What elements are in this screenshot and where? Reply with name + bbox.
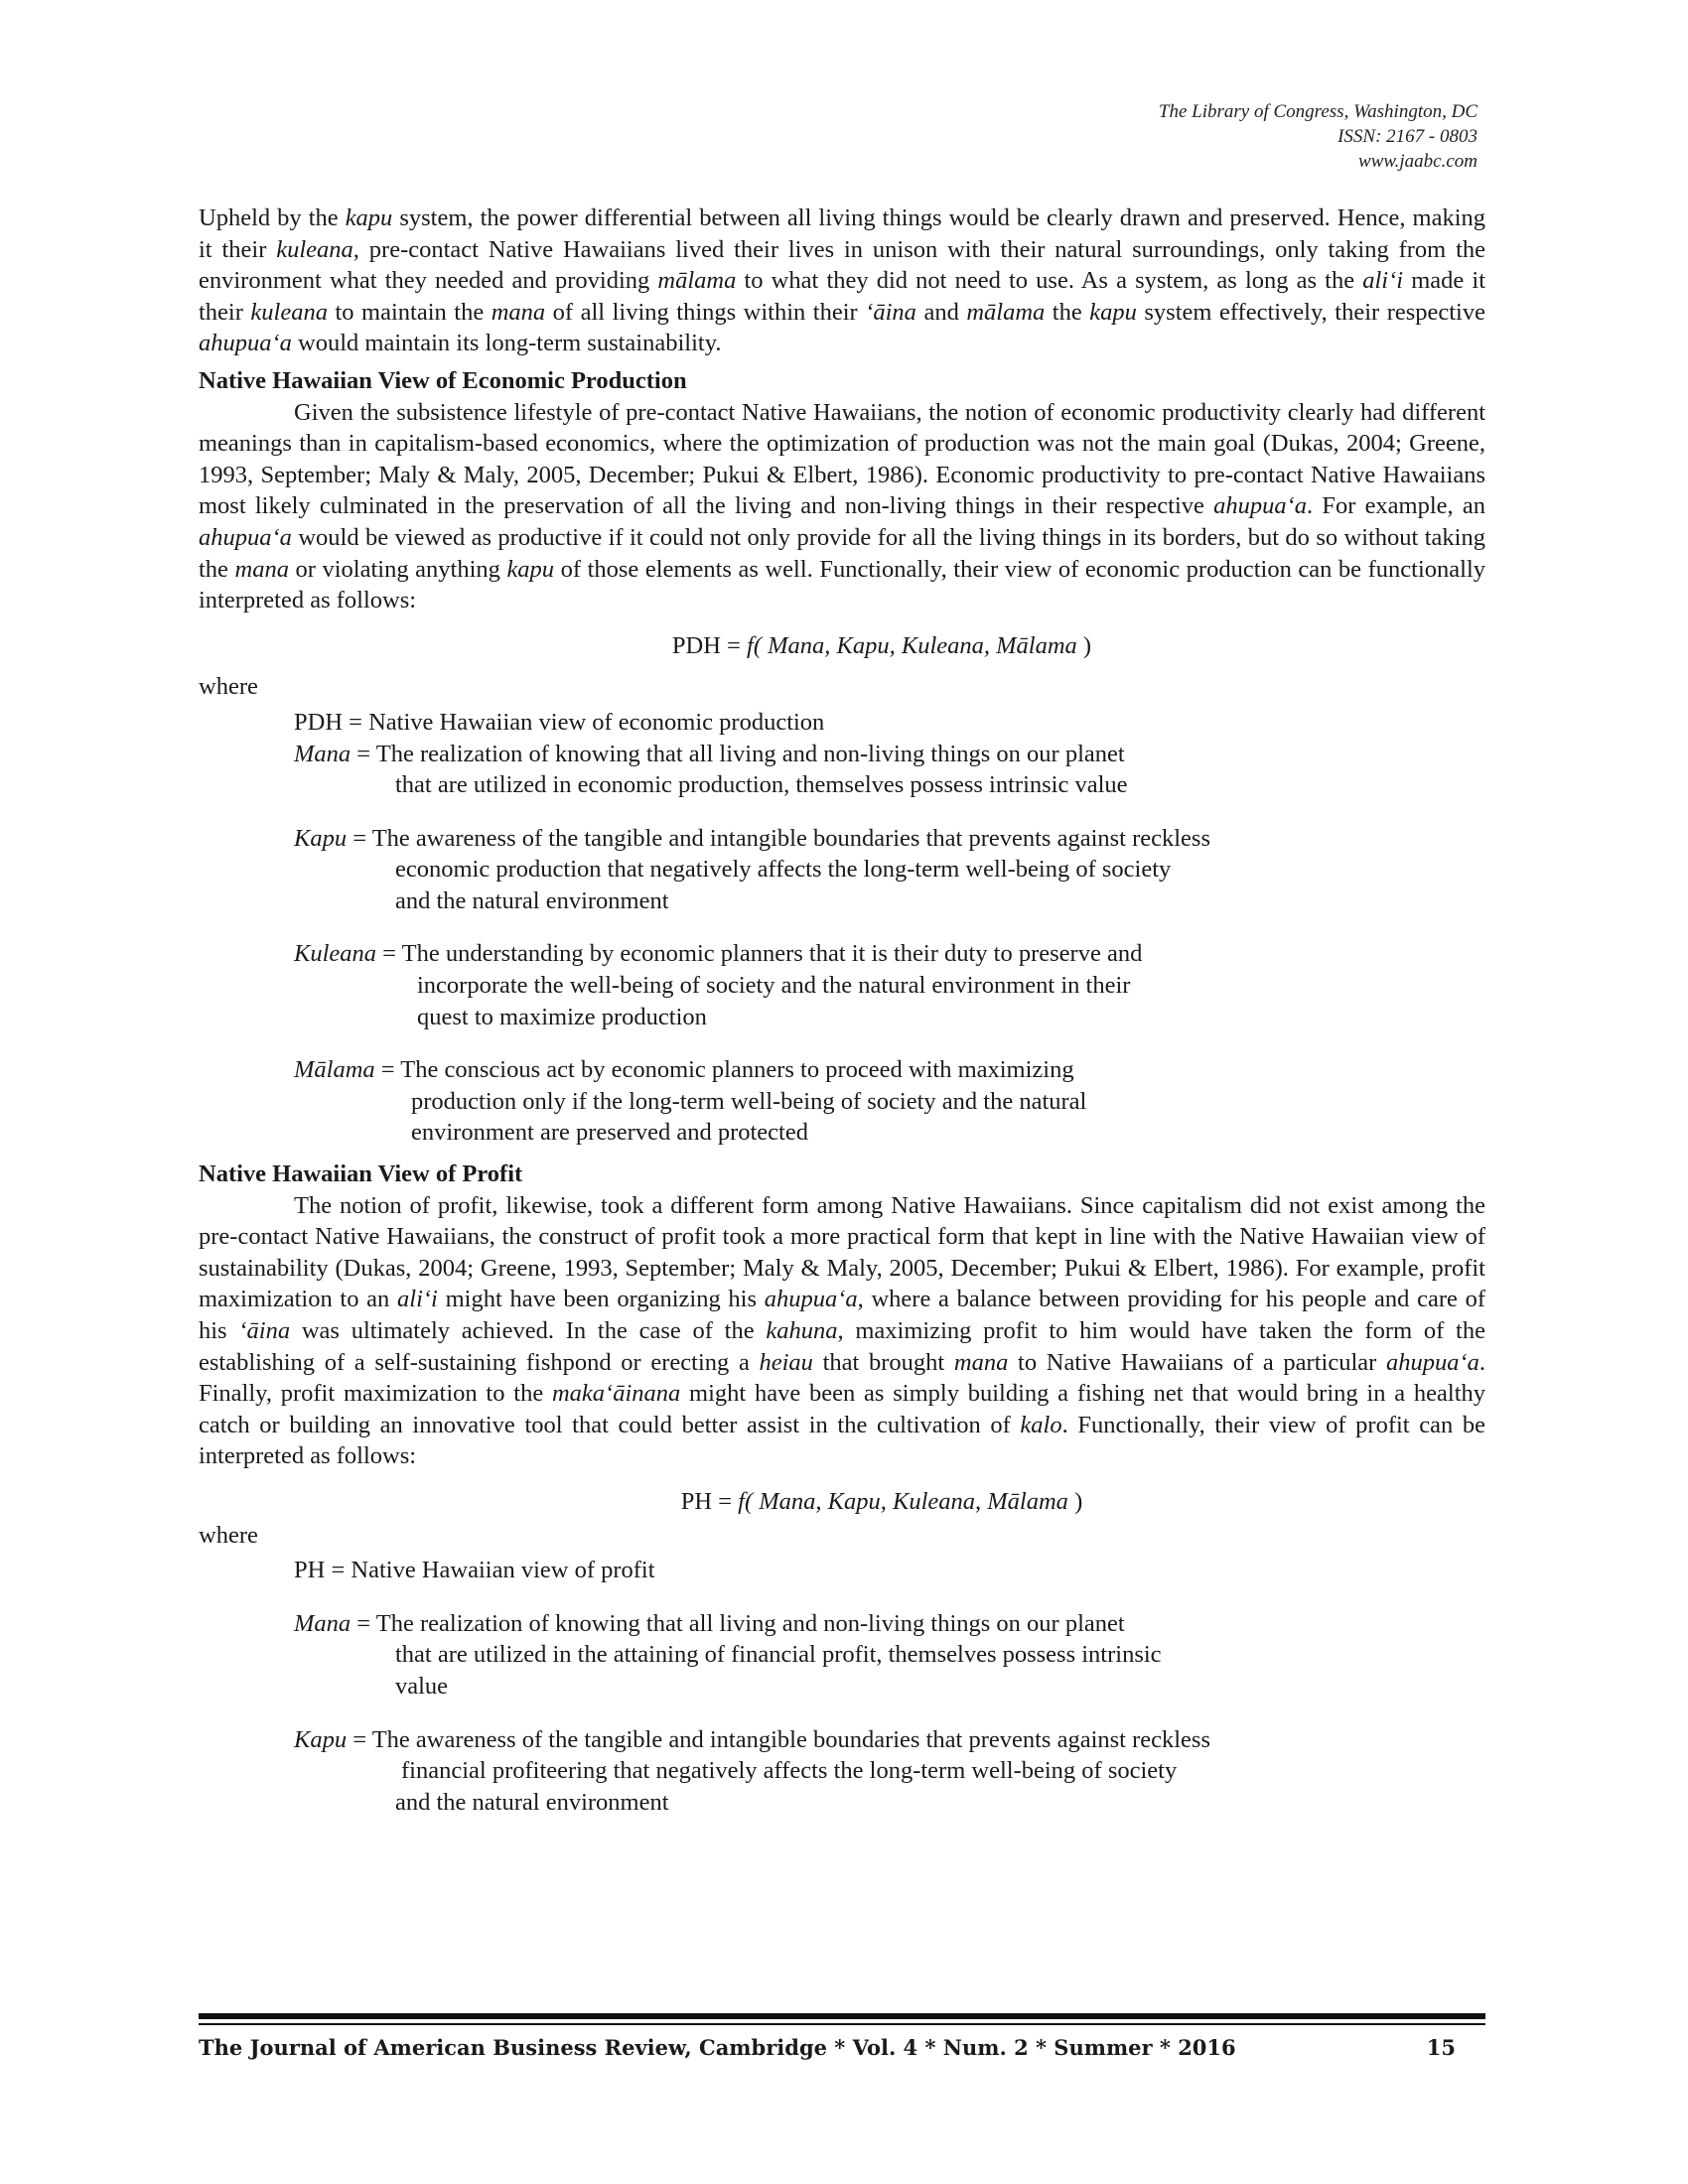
term: ahupuaʻa xyxy=(1213,492,1308,520)
text: , where a balance between providing for his people and care of his xyxy=(199,1286,1486,1344)
definition-term: Mālama xyxy=(294,1056,375,1084)
journal-header xyxy=(882,99,1477,174)
text: and xyxy=(915,298,967,326)
text: , maximizing profit to him would have taken the form of the establishing of a self-sustaining fishpond or erecting a xyxy=(199,1317,1485,1376)
term: aliʻi xyxy=(397,1286,438,1313)
equation-lhs: PH = xyxy=(680,1487,739,1515)
definition-text: = The conscious act by economic planners to proceed with maximizing xyxy=(374,1056,1074,1084)
term: ahupuaʻa xyxy=(764,1286,858,1313)
term: mālama xyxy=(966,298,1046,326)
text: or violating anything xyxy=(288,555,507,583)
equation-function: f xyxy=(738,1487,745,1515)
definition-continuation: that are utilized in economic production, themselves possess intrinsic value xyxy=(395,771,1128,799)
term: kapu xyxy=(1089,298,1137,326)
term: kahuna xyxy=(766,1317,838,1344)
definition-continuation: that are utilized in the attaining of financial profit, themselves possess intrinsic xyxy=(395,1641,1162,1669)
equation-close: ) xyxy=(1076,631,1092,659)
page-number: 15 xyxy=(1426,2035,1456,2060)
definition-ph xyxy=(294,1555,1485,1586)
text: of those elements as well. Functionally, their view of economic production can be functionally interpreted as follows: xyxy=(199,555,1486,614)
equation-args: ( Mana, Kapu, Kuleana, Mālama xyxy=(744,1487,1068,1515)
term: ahupuaʻa xyxy=(199,330,292,357)
text: would be viewed as productive if it could not only provide for all the living things in its borders, but do so without taking the xyxy=(199,523,1485,583)
definition-continuation: and the natural environment xyxy=(395,887,669,914)
definition-text: = Native Hawaiian view of economic production xyxy=(343,708,825,736)
equation-function: f xyxy=(747,631,754,659)
term: mana xyxy=(491,298,546,326)
footer-rule-thin xyxy=(199,2023,1485,2025)
term: ahupuaʻa xyxy=(199,523,292,551)
definition-continuation: financial profiteering that negatively affects the long-term well-being of society xyxy=(401,1757,1178,1785)
equation-args: ( Mana, Kapu, Kuleana, Mālama xyxy=(753,631,1077,659)
definition-kapu-profit xyxy=(294,1724,1485,1819)
equation-lhs: PDH = xyxy=(671,631,747,659)
term: aliʻi xyxy=(1362,267,1404,295)
section-heading-profit: Native Hawaiian View of Profit xyxy=(199,1160,523,1188)
term: mana xyxy=(234,555,289,583)
equation-ph xyxy=(199,1486,1485,1518)
term: kalo xyxy=(1020,1411,1062,1438)
term: mana xyxy=(953,1348,1009,1376)
header-line-1: The Library of Congress, Washington, DC xyxy=(1158,101,1477,122)
definition-term: Kapu xyxy=(294,1725,348,1753)
definition-mana-profit xyxy=(294,1608,1485,1703)
term: kuleana xyxy=(250,298,328,326)
profit-paragraph xyxy=(199,1190,1485,1472)
text: . Finally, profit maximization to the xyxy=(199,1348,1485,1408)
definition-text: = The realization of knowing that all living and non-living things on our planet xyxy=(351,740,1125,767)
page-body xyxy=(199,203,1485,1818)
text: was ultimately achieved. In the case of the xyxy=(290,1317,767,1344)
term: mālama xyxy=(657,267,737,295)
definition-term: PDH xyxy=(294,708,344,736)
text: might have been as simply building a fishing net that would bring in a healthy catch or building an innovative tool that could better assist in the cultivation of xyxy=(199,1380,1486,1438)
journal-footer xyxy=(199,2033,1485,2063)
term: makaʻāinana xyxy=(551,1380,681,1408)
text: The notion of profit, likewise, took a different form among Native Hawaiians. Since capitalism did not exist among the pre-contact Native Hawaiians, the construct of profit took a more practical form that kept in line with the Native Hawaiian view of sustainability (Dukas, 2004; Greene, 1993, September; Maly & Maly, 2005, December; Pukui & Elbert, 1986). For example, profit maximization to an xyxy=(199,1191,1485,1313)
definition-continuation: production only if the long-term well-being of society and the natural xyxy=(411,1087,1087,1115)
definition-continuation: economic production that negatively affects the long-term well-being of society xyxy=(395,856,1172,884)
definition-kuleana xyxy=(294,938,1485,1032)
definition-continuation: and the natural environment xyxy=(395,1788,669,1816)
text: made it their xyxy=(199,267,1486,326)
header-website: www.jaabc.com xyxy=(1358,151,1477,172)
footer-journal-info: The Journal of American Business Review, Cambridge * Vol. 4 * Num. 2 * Summer * 2016 xyxy=(199,2035,1236,2060)
term: ahupuaʻa xyxy=(1385,1348,1479,1376)
text: to maintain the xyxy=(327,298,492,326)
text: Given the subsistence lifestyle of pre-contact Native Hawaiians, the notion of economic productivity clearly had different meanings than in capitalism-based economics, where the optimization of production was not the main goal (Dukas, 2004; Greene, 1993, September; Maly & Maly, 2005, December; Pukui & Elbert, 1986). Economic productivity to pre-contact Native Hawaiians most likely culminated in the preservation of all the living and non-living things in their respective xyxy=(199,398,1485,520)
economic-production-paragraph xyxy=(199,397,1485,616)
equation-close: ) xyxy=(1067,1487,1083,1515)
term: ʻāina xyxy=(865,298,916,326)
definition-mana xyxy=(294,739,1485,801)
text: system, the power differential between all living things would be clearly drawn and preserved. Hence, making it their xyxy=(199,205,1485,263)
text: Upheld by the xyxy=(199,205,346,231)
text: . For example, an xyxy=(1307,492,1485,520)
where-label: where xyxy=(199,1521,258,1549)
definition-term: Kapu xyxy=(294,824,348,852)
definition-text: = The awareness of the tangible and intangible boundaries that prevents against reckless xyxy=(347,824,1210,852)
definition-text: = The understanding by economic planners that it is their duty to preserve and xyxy=(376,940,1143,968)
intro-paragraph xyxy=(199,203,1485,359)
header-issn: ISSN: 2167 - 0803 xyxy=(1337,126,1477,147)
text: the xyxy=(1045,298,1090,326)
definition-term: Mana xyxy=(294,1609,352,1637)
text: that brought xyxy=(812,1348,954,1376)
text: to Native Hawaiians of a particular xyxy=(1008,1348,1386,1376)
term: heiau xyxy=(759,1348,813,1376)
definition-continuation: incorporate the well-being of society and the natural environment in their xyxy=(417,972,1131,1000)
term: kuleana xyxy=(276,235,353,263)
section-heading-economic-production: Native Hawaiian View of Economic Production xyxy=(199,366,687,394)
footer-rule-thick xyxy=(199,2013,1485,2019)
term: ʻāina xyxy=(238,1317,291,1344)
definition-term: PH xyxy=(294,1557,326,1584)
term: kapu xyxy=(506,555,555,583)
definition-kapu xyxy=(294,823,1485,917)
definition-continuation: value xyxy=(395,1672,449,1700)
definition-malama xyxy=(294,1054,1485,1149)
where-label: where xyxy=(199,673,258,701)
text: system effectively, their respective xyxy=(1136,298,1485,326)
definition-term: Kuleana xyxy=(294,940,377,968)
text: , pre-contact Native Hawaiians lived their lives in unison with their natural surroundings, only taking from the environment what they needed and providing xyxy=(199,235,1485,295)
term: kapu xyxy=(345,205,393,231)
text: to what they did not need to use. As a system, as long as the xyxy=(736,267,1363,295)
definition-continuation: environment are preserved and protected xyxy=(411,1119,808,1147)
equation-pdh xyxy=(199,630,1485,662)
definition-pdh xyxy=(294,707,1485,739)
definition-text: = Native Hawaiian view of profit xyxy=(325,1557,655,1584)
text: of all living things within their xyxy=(545,298,866,326)
text: might have been organizing his xyxy=(437,1286,765,1313)
definition-text: = The awareness of the tangible and intangible boundaries that prevents against reckless xyxy=(347,1725,1210,1753)
text: would maintain its long-term sustainability. xyxy=(291,330,722,357)
definition-text: = The realization of knowing that all living and non-living things on our planet xyxy=(351,1609,1125,1637)
text: . Functionally, their view of profit can be interpreted as follows: xyxy=(199,1411,1485,1470)
definition-continuation: quest to maximize production xyxy=(417,1003,707,1030)
definition-term: Mana xyxy=(294,740,352,767)
